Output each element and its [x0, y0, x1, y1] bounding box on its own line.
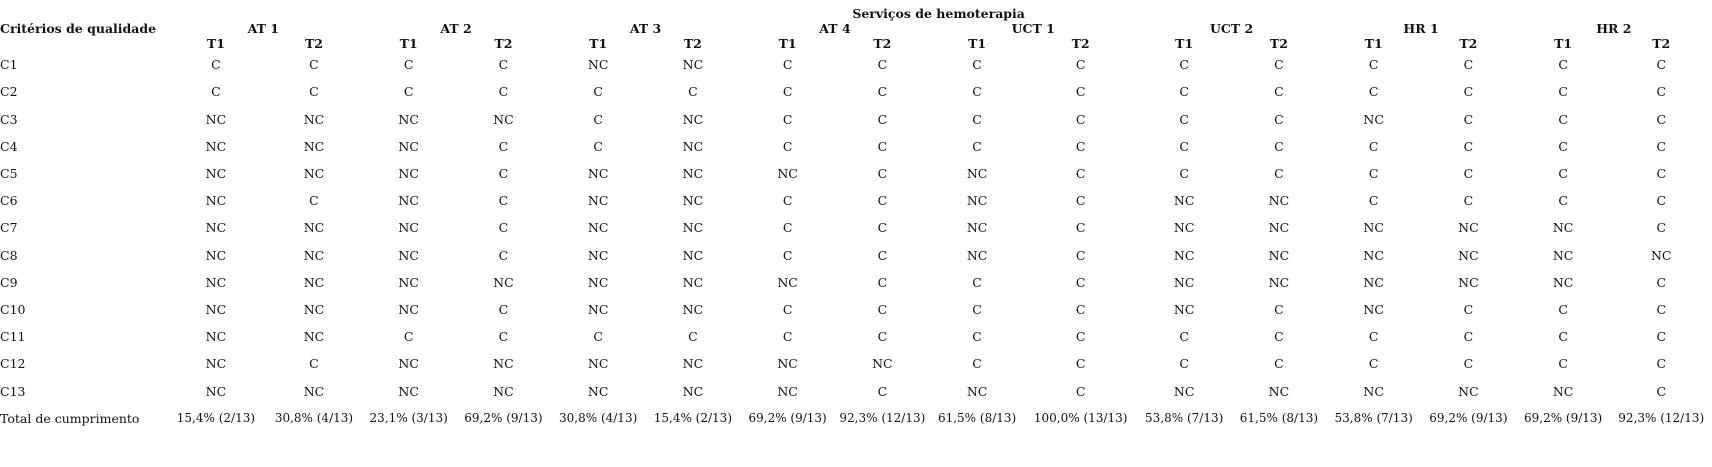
- compliance-cell: NC: [1552, 247, 1574, 263]
- compliance-cell: C: [1368, 165, 1379, 181]
- compliance-cell: NC: [1268, 274, 1290, 290]
- compliance-cell: C: [309, 356, 319, 372]
- compliance-cell: NC: [587, 383, 609, 399]
- service-header: HR 1: [1403, 21, 1439, 36]
- compliance-cell: C: [877, 329, 888, 345]
- compliance-cell: C: [782, 329, 793, 345]
- compliance-cell: NC: [1363, 111, 1384, 127]
- compliance-cell: NC: [398, 138, 419, 154]
- compliance-cell: C: [1179, 165, 1189, 181]
- compliance-cell: C: [1558, 193, 1568, 209]
- compliance-cell: NC: [966, 193, 988, 209]
- compliance-cell: NC: [1268, 220, 1290, 236]
- compliance-cell: NC: [1173, 247, 1195, 263]
- compliance-cell: C: [1558, 138, 1568, 154]
- compliance-cell: C: [1558, 57, 1568, 73]
- service-header: UCT 1: [1011, 21, 1055, 36]
- compliance-cell: C: [1558, 111, 1568, 127]
- table-row: [0, 105, 1712, 132]
- total-cell: 69,2% (9/13): [1523, 411, 1603, 426]
- compliance-cell: C: [1274, 301, 1284, 317]
- compliance-cell: NC: [587, 57, 609, 73]
- compliance-cell: C: [403, 84, 414, 100]
- compliance-cell: NC: [205, 329, 227, 345]
- period-header: T2: [1269, 36, 1288, 51]
- compliance-cell: C: [1075, 329, 1086, 345]
- criterion-label: C8: [0, 247, 18, 263]
- compliance-cell: C: [1075, 301, 1086, 317]
- compliance-cell: C: [1075, 165, 1086, 181]
- compliance-cell: NC: [1363, 301, 1384, 317]
- total-row: [0, 405, 1712, 432]
- compliance-cell: NC: [205, 301, 227, 317]
- compliance-cell: C: [1075, 84, 1086, 100]
- compliance-cell: C: [688, 329, 698, 345]
- compliance-cell: C: [1463, 138, 1474, 154]
- compliance-cell: C: [1179, 356, 1189, 372]
- compliance-cell: NC: [966, 383, 988, 399]
- compliance-cell: C: [1558, 301, 1568, 317]
- compliance-cell: NC: [587, 274, 609, 290]
- compliance-cell: C: [782, 57, 793, 73]
- compliance-cell: C: [309, 84, 319, 100]
- table-header: [0, 6, 1712, 51]
- compliance-cell: C: [1368, 329, 1379, 345]
- compliance-cell: C: [498, 84, 509, 100]
- compliance-cell: NC: [205, 356, 227, 372]
- compliance-cell: C: [1075, 356, 1086, 372]
- compliance-cell: NC: [587, 247, 609, 263]
- criterion-label: C4: [0, 138, 18, 154]
- compliance-cell: C: [877, 138, 888, 154]
- compliance-cell: NC: [303, 274, 325, 290]
- compliance-cell: NC: [1268, 383, 1290, 399]
- compliance-cell: NC: [1552, 274, 1574, 290]
- compliance-cell: C: [1075, 383, 1086, 399]
- compliance-cell: C: [972, 57, 982, 73]
- compliance-cell: C: [1463, 301, 1474, 317]
- compliance-cell: NC: [303, 220, 325, 236]
- total-label: Total de cumprimento: [0, 410, 140, 426]
- service-header: AT 4: [819, 21, 851, 36]
- compliance-cell: C: [1179, 111, 1189, 127]
- table-row: [0, 296, 1712, 323]
- compliance-cell: C: [309, 193, 319, 209]
- compliance-cell: C: [498, 138, 509, 154]
- compliance-cell: C: [782, 247, 793, 263]
- compliance-cell: C: [211, 57, 221, 73]
- compliance-cell: C: [593, 111, 603, 127]
- compliance-cell: C: [1274, 84, 1284, 100]
- compliance-cell: C: [1274, 111, 1284, 127]
- compliance-cell: NC: [398, 356, 419, 372]
- compliance-cell: C: [877, 193, 888, 209]
- group-header-row: [0, 6, 1712, 21]
- compliance-cell: NC: [398, 383, 419, 399]
- service-header: AT 1: [247, 21, 279, 36]
- compliance-cell: C: [1656, 356, 1667, 372]
- compliance-cell: C: [1656, 329, 1667, 345]
- compliance-cell: C: [1368, 193, 1379, 209]
- compliance-cell: C: [593, 329, 603, 345]
- total-cell: 69,2% (9/13): [748, 411, 827, 426]
- compliance-cell: NC: [303, 301, 325, 317]
- compliance-cell: C: [498, 220, 509, 236]
- compliance-cell: C: [1368, 138, 1379, 154]
- compliance-cell: NC: [682, 301, 704, 317]
- compliance-cell: NC: [1552, 383, 1574, 399]
- total-cell: 92,3% (12/13): [839, 411, 926, 426]
- compliance-cell: C: [688, 84, 698, 100]
- group-header: Serviços de hemoterapia: [852, 6, 1025, 21]
- compliance-cell: NC: [1458, 274, 1479, 290]
- compliance-cell: NC: [1552, 220, 1574, 236]
- table-row: [0, 350, 1712, 377]
- compliance-cell: C: [593, 138, 603, 154]
- total-cell: 69,2% (9/13): [1429, 411, 1508, 426]
- compliance-cell: NC: [493, 356, 514, 372]
- compliance-cell: C: [498, 57, 509, 73]
- period-header: T2: [1071, 36, 1090, 51]
- compliance-cell: NC: [1458, 383, 1479, 399]
- compliance-cell: C: [782, 301, 793, 317]
- compliance-cell: NC: [1268, 193, 1290, 209]
- compliance-cell: NC: [966, 247, 988, 263]
- compliance-cell: C: [1274, 57, 1284, 73]
- table-row: [0, 51, 1712, 78]
- compliance-cell: NC: [1173, 274, 1195, 290]
- compliance-cell: C: [498, 247, 509, 263]
- service-header: UCT 2: [1209, 21, 1254, 36]
- compliance-cell: NC: [398, 274, 419, 290]
- compliance-cell: C: [1463, 329, 1474, 345]
- compliance-cell: NC: [777, 274, 798, 290]
- compliance-cell: C: [498, 193, 509, 209]
- compliance-cell: NC: [682, 247, 704, 263]
- compliance-cell: C: [877, 111, 888, 127]
- compliance-cell: C: [498, 165, 509, 181]
- total-cell: 92,3% (12/13): [1618, 411, 1705, 426]
- compliance-cell: C: [1463, 356, 1474, 372]
- compliance-cell: NC: [493, 383, 514, 399]
- compliance-cell: NC: [205, 193, 227, 209]
- compliance-cell: NC: [303, 383, 325, 399]
- criterion-label: C10: [0, 301, 26, 317]
- table-row: [0, 133, 1712, 160]
- compliance-cell: C: [877, 274, 888, 290]
- compliance-cell: NC: [398, 165, 419, 181]
- compliance-cell: NC: [587, 220, 609, 236]
- compliance-cell: NC: [303, 165, 325, 181]
- compliance-cell: C: [1179, 57, 1189, 73]
- compliance-cell: NC: [682, 193, 704, 209]
- period-header: T1: [399, 36, 418, 51]
- table-row: [0, 323, 1712, 350]
- compliance-cell: NC: [303, 247, 325, 263]
- compliance-cell: C: [1656, 57, 1667, 73]
- compliance-cell: C: [1368, 84, 1379, 100]
- compliance-cell: NC: [398, 247, 419, 263]
- compliance-cell: C: [1075, 193, 1086, 209]
- compliance-cell: C: [1075, 111, 1086, 127]
- compliance-cell: C: [211, 84, 221, 100]
- period-header: T1: [1175, 36, 1194, 51]
- total-cell: 23,1% (3/13): [369, 411, 448, 426]
- compliance-cell: NC: [205, 247, 227, 263]
- period-header: T1: [1364, 36, 1383, 51]
- compliance-cell: C: [1656, 193, 1667, 209]
- criterion-label: C2: [0, 84, 18, 100]
- table-row: [0, 160, 1712, 187]
- compliance-cell: NC: [587, 165, 609, 181]
- compliance-cell: NC: [1268, 247, 1290, 263]
- compliance-cell: C: [1656, 111, 1667, 127]
- compliance-cell: NC: [493, 111, 514, 127]
- compliance-cell: NC: [493, 274, 514, 290]
- period-header: T2: [873, 36, 892, 51]
- compliance-cell: C: [1463, 165, 1474, 181]
- total-cell: 61,5% (8/13): [1239, 411, 1319, 426]
- compliance-cell: C: [1558, 329, 1568, 345]
- compliance-cell: NC: [398, 111, 419, 127]
- compliance-cell: NC: [1173, 301, 1195, 317]
- compliance-cell: C: [1656, 220, 1667, 236]
- period-header: T1: [968, 36, 987, 51]
- compliance-cell: C: [1656, 84, 1667, 100]
- compliance-cell: NC: [205, 138, 227, 154]
- compliance-cell: C: [782, 193, 793, 209]
- service-header: HR 2: [1596, 21, 1632, 36]
- period-header: T2: [1459, 36, 1478, 51]
- table-row: [0, 269, 1712, 296]
- compliance-cell: C: [1075, 57, 1086, 73]
- compliance-cell: C: [877, 301, 888, 317]
- compliance-cell: C: [972, 329, 982, 345]
- table-row: [0, 377, 1712, 404]
- compliance-cell: NC: [777, 165, 798, 181]
- compliance-cell: C: [1463, 84, 1474, 100]
- compliance-cell: NC: [682, 220, 704, 236]
- compliance-cell: C: [1274, 356, 1284, 372]
- compliance-cell: C: [1558, 84, 1568, 100]
- table-body: [0, 51, 1712, 432]
- compliance-cell: NC: [205, 383, 227, 399]
- quality-criteria-table: [0, 6, 1712, 432]
- period-header: T1: [1554, 36, 1573, 51]
- compliance-cell: NC: [777, 383, 798, 399]
- compliance-cell: NC: [682, 356, 704, 372]
- total-cell: 30,8% (4/13): [559, 411, 638, 426]
- compliance-cell: NC: [1173, 220, 1195, 236]
- compliance-cell: NC: [303, 329, 325, 345]
- compliance-cell: C: [877, 165, 888, 181]
- total-cell: 53,8% (7/13): [1334, 411, 1413, 426]
- compliance-cell: C: [877, 220, 888, 236]
- period-header: T1: [589, 36, 608, 51]
- compliance-cell: C: [1463, 57, 1474, 73]
- compliance-cell: C: [498, 301, 509, 317]
- period-header: T2: [1652, 36, 1671, 51]
- criterion-label: C9: [0, 274, 18, 290]
- compliance-cell: NC: [1363, 247, 1384, 263]
- compliance-cell: C: [1075, 247, 1086, 263]
- compliance-cell: C: [972, 84, 982, 100]
- compliance-cell: NC: [205, 220, 227, 236]
- compliance-cell: NC: [587, 356, 609, 372]
- compliance-cell: C: [1179, 138, 1189, 154]
- criterion-label: C1: [0, 57, 18, 73]
- criterion-label: C12: [0, 356, 26, 372]
- compliance-cell: C: [1463, 111, 1474, 127]
- compliance-cell: NC: [966, 220, 988, 236]
- period-header: T2: [304, 36, 323, 51]
- compliance-cell: C: [498, 329, 509, 345]
- compliance-cell: C: [403, 329, 414, 345]
- total-cell: 15,4% (2/13): [653, 411, 732, 426]
- compliance-cell: NC: [682, 383, 704, 399]
- compliance-cell: C: [972, 301, 982, 317]
- compliance-cell: C: [972, 274, 982, 290]
- compliance-cell: C: [1463, 193, 1474, 209]
- compliance-cell: NC: [966, 165, 988, 181]
- compliance-cell: C: [403, 57, 414, 73]
- compliance-cell: NC: [398, 220, 419, 236]
- table-row: [0, 187, 1712, 214]
- compliance-cell: NC: [398, 301, 419, 317]
- compliance-cell: NC: [682, 274, 704, 290]
- compliance-cell: C: [1179, 84, 1189, 100]
- compliance-cell: C: [1656, 138, 1667, 154]
- compliance-cell: C: [972, 356, 982, 372]
- period-header: T2: [494, 36, 513, 51]
- period-header-row: [0, 36, 1712, 51]
- compliance-cell: C: [972, 138, 982, 154]
- compliance-cell: NC: [1363, 383, 1384, 399]
- compliance-cell: NC: [205, 111, 227, 127]
- compliance-cell: NC: [1173, 383, 1195, 399]
- compliance-cell: C: [1274, 138, 1284, 154]
- total-cell: 30,8% (4/13): [274, 411, 354, 426]
- corner-label: Critérios de qualidade: [0, 21, 157, 36]
- compliance-cell: C: [1075, 220, 1086, 236]
- compliance-cell: NC: [1458, 220, 1479, 236]
- compliance-cell: C: [782, 138, 793, 154]
- compliance-cell: C: [782, 111, 793, 127]
- compliance-cell: NC: [1650, 247, 1672, 263]
- service-header: AT 2: [440, 21, 472, 36]
- period-header: T1: [206, 36, 225, 51]
- compliance-cell: C: [1274, 329, 1284, 345]
- table-row: [0, 241, 1712, 268]
- service-header: AT 3: [629, 21, 662, 36]
- compliance-cell: C: [1368, 57, 1379, 73]
- criterion-label: C13: [0, 383, 26, 399]
- compliance-cell: NC: [1458, 247, 1479, 263]
- compliance-cell: NC: [777, 356, 798, 372]
- compliance-cell: C: [782, 220, 793, 236]
- total-cell: 100,0% (13/13): [1033, 411, 1128, 426]
- compliance-cell: C: [309, 57, 319, 73]
- compliance-cell: C: [1656, 383, 1667, 399]
- compliance-cell: NC: [682, 165, 704, 181]
- criterion-label: C3: [0, 111, 18, 127]
- total-cell: 53,8% (7/13): [1145, 411, 1224, 426]
- compliance-cell: NC: [587, 193, 609, 209]
- compliance-cell: C: [782, 84, 793, 100]
- total-cell: 69,2% (9/13): [464, 411, 543, 426]
- period-header: T2: [683, 36, 702, 51]
- compliance-cell: NC: [872, 356, 893, 372]
- service-header-row: [0, 21, 1712, 36]
- compliance-cell: NC: [1363, 274, 1384, 290]
- table-row: [0, 214, 1712, 241]
- compliance-cell: C: [877, 84, 888, 100]
- compliance-cell: C: [1558, 356, 1568, 372]
- compliance-cell: NC: [682, 111, 704, 127]
- criterion-label: C11: [0, 329, 26, 345]
- compliance-cell: C: [877, 247, 888, 263]
- compliance-cell: C: [1075, 274, 1086, 290]
- criterion-label: C7: [0, 220, 18, 236]
- compliance-cell: NC: [205, 165, 227, 181]
- compliance-cell: C: [877, 57, 888, 73]
- compliance-cell: NC: [303, 138, 325, 154]
- compliance-cell: C: [1656, 274, 1667, 290]
- period-header: T1: [778, 36, 797, 51]
- compliance-cell: C: [972, 111, 982, 127]
- compliance-cell: C: [1179, 329, 1189, 345]
- compliance-cell: NC: [1363, 220, 1384, 236]
- compliance-cell: NC: [205, 274, 227, 290]
- compliance-cell: NC: [682, 57, 704, 73]
- compliance-cell: C: [593, 84, 603, 100]
- total-cell: 15,4% (2/13): [176, 411, 256, 426]
- criterion-label: C6: [0, 193, 18, 209]
- total-cell: 61,5% (8/13): [937, 411, 1017, 426]
- compliance-cell: C: [1656, 165, 1667, 181]
- compliance-cell: NC: [398, 193, 419, 209]
- criterion-label: C5: [0, 165, 18, 181]
- compliance-cell: C: [1274, 165, 1284, 181]
- table-row: [0, 78, 1712, 105]
- compliance-cell: NC: [1173, 193, 1195, 209]
- compliance-cell: NC: [682, 138, 704, 154]
- compliance-cell: C: [877, 383, 888, 399]
- compliance-cell: C: [1075, 138, 1086, 154]
- compliance-cell: NC: [303, 111, 325, 127]
- compliance-cell: NC: [587, 301, 609, 317]
- compliance-cell: C: [1558, 165, 1568, 181]
- compliance-cell: C: [1656, 301, 1667, 317]
- compliance-cell: C: [1368, 356, 1379, 372]
